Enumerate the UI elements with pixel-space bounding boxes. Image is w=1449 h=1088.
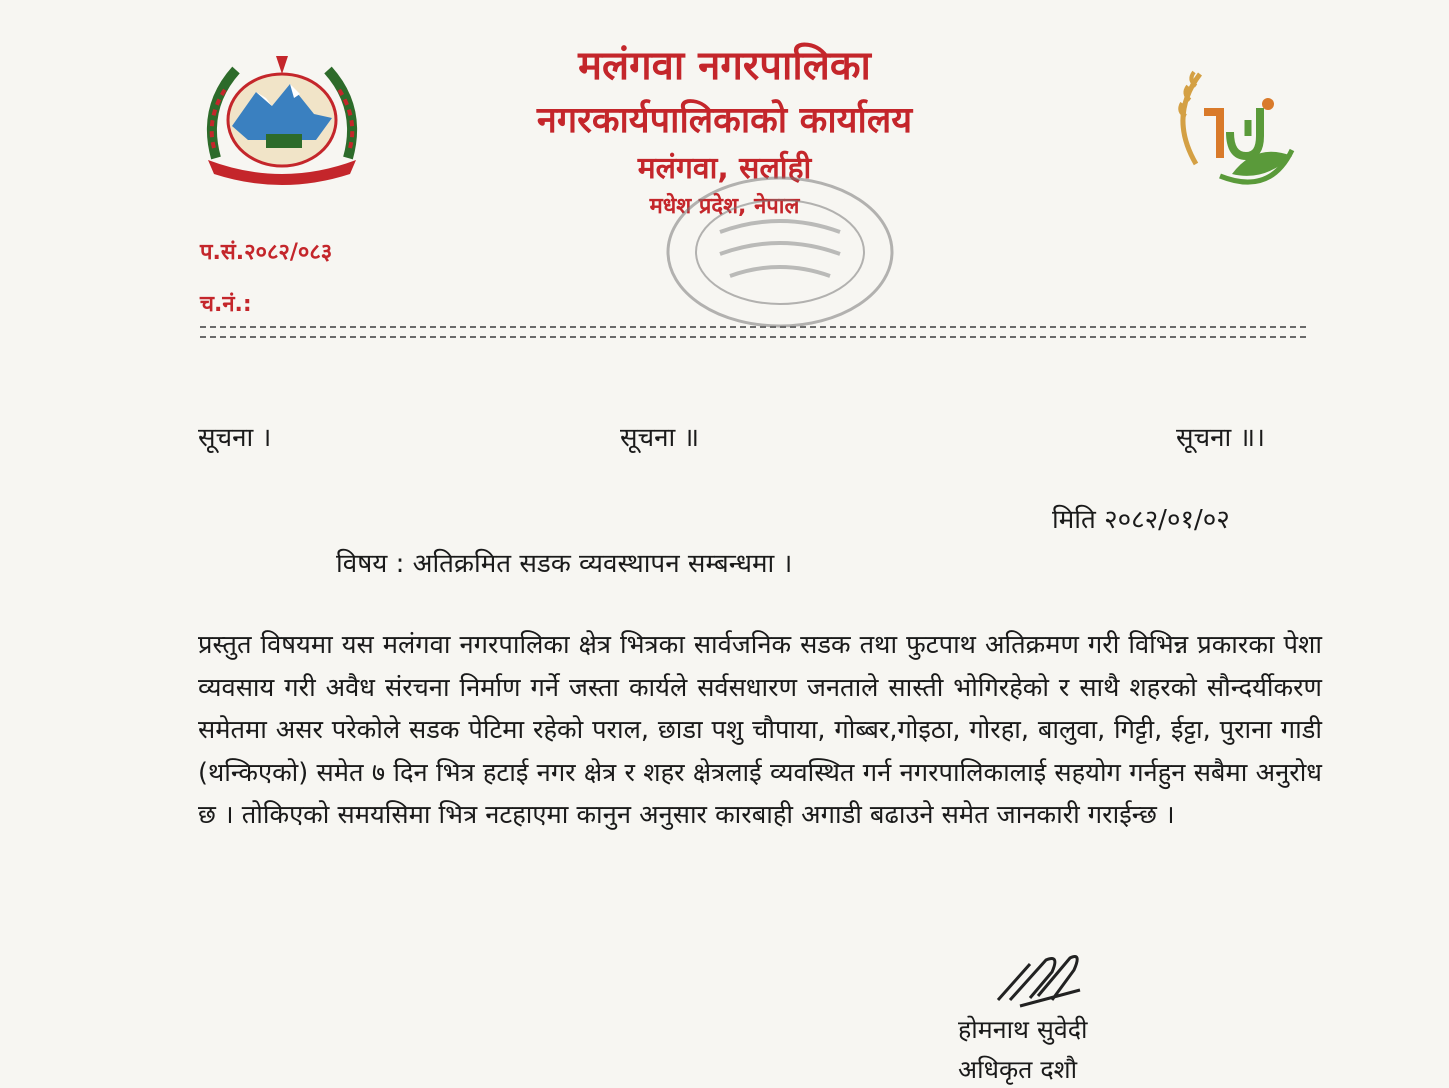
notice-heading-left: सूचना । xyxy=(198,423,272,453)
dispatch-number: च.नं.: xyxy=(200,292,252,317)
handwritten-signature-icon xyxy=(990,950,1100,1016)
notice-heading-center: सूचना ॥ xyxy=(620,423,700,453)
letter-body: प्रस्तुत विषयमा यस मलंगवा नगरपालिका क्षेत्र भित्रका सार्वजनिक सडक तथा फुटपाथ अतिक्रमण गरी विभिन्न प्रकारका पेशा व्यवसाय गरी अवैध संरचना निर्माण गर्ने जस्ता कार्यले सर्वसधारण जनताले सास्ती भोगिरहेको र साथै शहरको सौन्दर्यीकरण समेतमा असर परेकोले सडक पेटिमा रहेको पराल, छाडा पशु चौपाया, गोब्बर,गोइठा, गोरहा, बालुवा, गिट्टी, ईट्टा, पुराना गाडी (थन्किएको) समेत ७ दिन भित्र हटाई नगर क्षेत्र र शहर क्षेत्रलाई व्यवस्थित गर्न नगरपालिकालाई सहयोग गर्नहुन सबैमा अनुरोध छ । तोकिएको समयसिमा भित्र नटहाएमा कानुन अनुसार कारबाही अगाडी बढाउने समेत जानकारी गराईन्छ । xyxy=(198,630,1322,830)
office-province: मधेश प्रदेश, नेपाल xyxy=(649,194,800,219)
office-location: मलंगवा, सर्लाही xyxy=(637,151,812,186)
signatory-title: अधिकृत दशौ xyxy=(958,1055,1078,1084)
reference-number: प.सं.२०८२/०८३ xyxy=(200,240,333,265)
office-stamp-icon xyxy=(660,172,900,336)
header-divider xyxy=(200,326,1306,338)
letter-subject: विषय : अतिक्रमित सडक व्यवस्थापन सम्बन्धमा । xyxy=(336,549,793,579)
letter-date: मिति २०८२/०१/०२ xyxy=(1052,505,1230,535)
office-name: नगरकार्यपालिकाको कार्यालय xyxy=(536,100,913,141)
signatory-name: होमनाथ सुवेदी xyxy=(958,1015,1088,1044)
notice-heading-right: सूचना ॥। xyxy=(1176,423,1265,453)
municipality-name: मलंगवा नगरपालिका xyxy=(578,43,871,89)
